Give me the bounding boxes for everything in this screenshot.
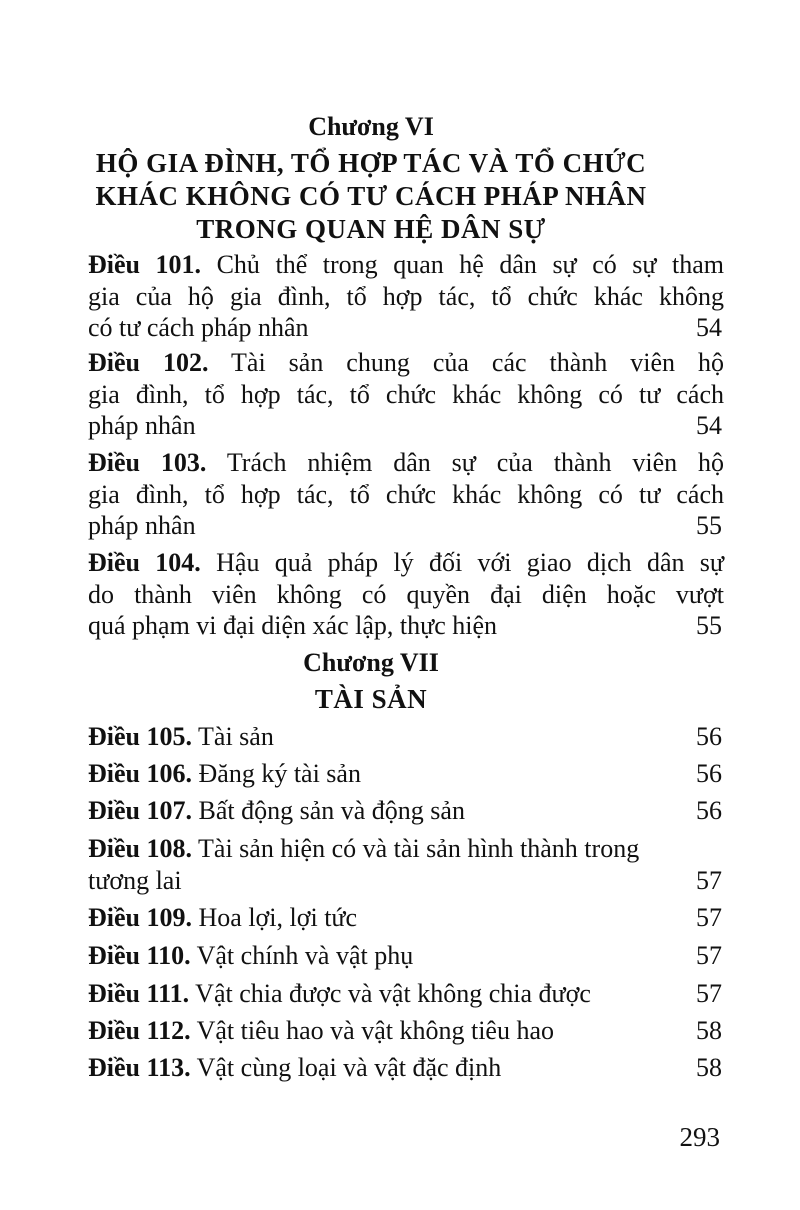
toc-entry-113[interactable] (88, 1053, 724, 1083)
toc-entry-105[interactable] (88, 722, 724, 752)
chapter-7-label: Chương VII (303, 648, 439, 677)
article-title: Vật chia được và vật không chia được (195, 979, 591, 1008)
article-title: Trách nhiệm dân sự của thành viên hộ (226, 448, 725, 477)
page-ref: 58 (696, 1053, 722, 1082)
article-title-continued: tương lai (88, 866, 182, 895)
article-number: Điều 103. (88, 448, 207, 477)
article-number: Điều 108. (88, 834, 192, 863)
toc-entry-107[interactable] (88, 796, 724, 826)
article-title: Vật cùng loại và vật đặc định (196, 1053, 502, 1082)
toc-entry-103[interactable] (88, 448, 724, 478)
article-title-continued: gia đình, tổ hợp tác, tổ chức khác không có tư cách (88, 480, 724, 509)
page-ref: 56 (696, 796, 722, 825)
article-number: Điều 109. (88, 903, 192, 932)
article-title-continued: do thành viên không có quyền đại diện hoặc vượt (88, 580, 724, 609)
toc-entry-104[interactable] (88, 548, 724, 578)
article-title-continued: gia của hộ gia đình, tổ hợp tác, tổ chức khác không (88, 282, 724, 311)
page-ref: 56 (696, 722, 722, 751)
toc-entry-101[interactable] (88, 250, 724, 280)
article-title: Tài sản hiện có và tài sản hình thành trong (198, 834, 640, 863)
article-number: Điều 112. (88, 1016, 191, 1045)
page-ref: 54 (696, 313, 722, 342)
page-ref: 57 (696, 866, 722, 895)
article-number: Điều 107. (88, 796, 192, 825)
article-number: Điều 105. (88, 722, 192, 751)
toc-entry-110[interactable] (88, 941, 724, 971)
page-ref: 57 (696, 903, 722, 932)
article-title-continued: quá phạm vi đại diện xác lập, thực hiện (88, 611, 498, 640)
article-title-continued: pháp nhân (88, 411, 196, 440)
page-ref: 55 (696, 511, 722, 540)
article-title-continued: pháp nhân (88, 511, 196, 540)
article-number: Điều 101. (88, 250, 202, 279)
chapter-7-title: TÀI SẢN (314, 684, 428, 714)
chapter-6-title-line: TRONG QUAN HỆ DÂN SỰ (196, 214, 546, 244)
article-title: Bất động sản và động sản (198, 796, 465, 825)
chapter-6-title-line: KHÁC KHÔNG CÓ TƯ CÁCH PHÁP NHÂN (95, 181, 647, 211)
article-title: Hậu quả pháp lý đối với giao dịch dân sự (216, 548, 725, 577)
article-number: Điều 113. (88, 1053, 191, 1082)
page-ref: 57 (696, 941, 722, 970)
chapter-6-label: Chương VI (308, 112, 434, 141)
page-ref: 55 (696, 611, 722, 640)
toc-entry-112[interactable] (88, 1016, 724, 1046)
article-title: Chủ thể trong quan hệ dân sự có sự tham (216, 250, 725, 279)
article-title: Đăng ký tài sản (198, 759, 361, 788)
toc-entry-109[interactable] (88, 903, 724, 933)
article-number: Điều 111. (88, 979, 190, 1008)
toc-entry-106[interactable] (88, 759, 724, 789)
article-number: Điều 104. (88, 548, 201, 577)
page-ref: 54 (696, 411, 722, 440)
toc-entry-108[interactable] (88, 834, 724, 864)
article-number: Điều 102. (88, 348, 209, 377)
article-number: Điều 106. (88, 759, 192, 788)
article-number: Điều 110. (88, 941, 191, 970)
article-title: Tài sản (198, 722, 274, 751)
article-title: Vật tiêu hao và vật không tiêu hao (196, 1016, 555, 1045)
chapter-6-title-line: HỘ GIA ĐÌNH, TỔ HỢP TÁC VÀ TỔ CHỨC (95, 148, 647, 178)
article-title-continued: gia đình, tổ hợp tác, tổ chức khác không có tư cách (88, 380, 724, 409)
page-ref: 56 (696, 759, 722, 788)
article-title-continued: có tư cách pháp nhân (88, 313, 309, 342)
article-title: Vật chính và vật phụ (196, 941, 414, 970)
page-ref: 57 (696, 979, 722, 1008)
page-number: 293 (679, 1122, 720, 1152)
article-title: Hoa lợi, lợi tức (198, 903, 358, 932)
page-ref: 58 (696, 1016, 722, 1045)
toc-entry-111[interactable] (88, 979, 724, 1009)
article-title: Tài sản chung của các thành viên hộ (231, 348, 725, 377)
toc-entry-102[interactable] (88, 348, 724, 378)
